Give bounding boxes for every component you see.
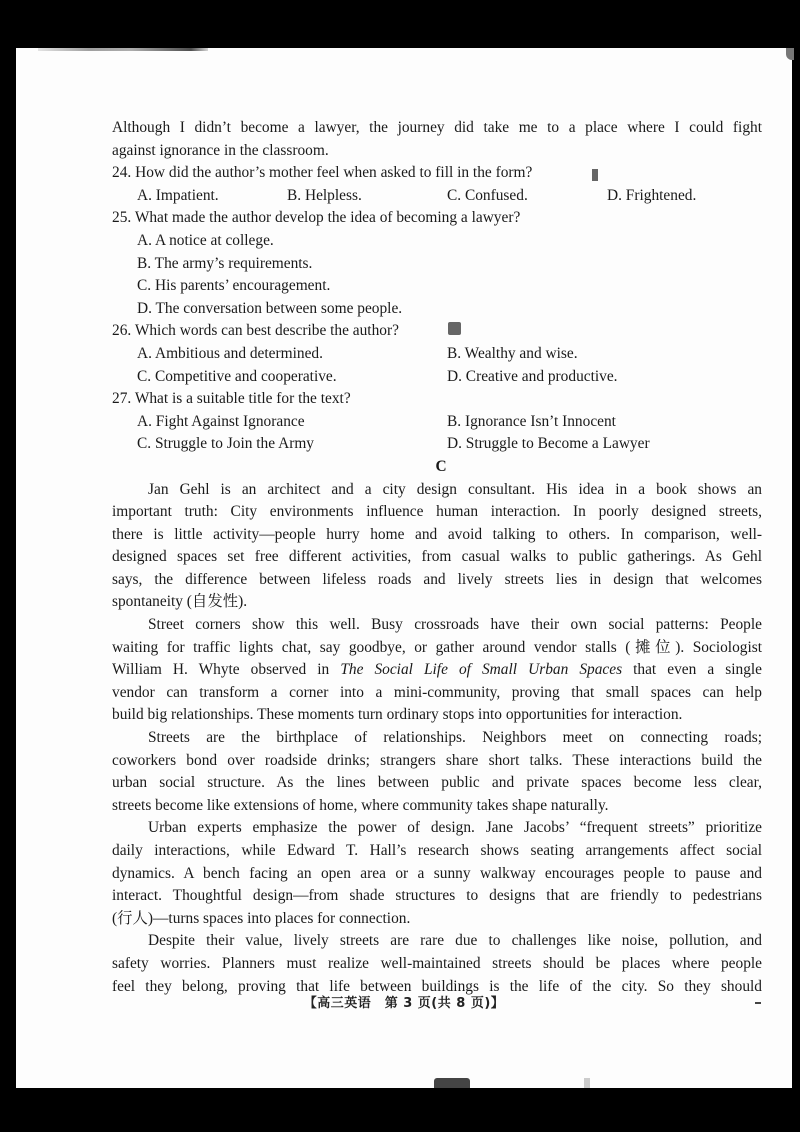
option-d: D. Frightened.: [607, 186, 697, 204]
paragraph-line: build big relationships. These moments turn ordinary stops into opportunities for interaction.: [112, 706, 683, 724]
pencil-mark: [592, 169, 598, 181]
paragraph-line: waiting for traffic lights chat, say goodbye, or gather around vendor stalls (摊位). Sociologist: [112, 638, 762, 656]
passage-line: against ignorance in the classroom.: [112, 141, 329, 159]
option-b: B. Ignorance Isn’t Innocent: [447, 412, 616, 430]
paragraph-line: Streets are the birthplace of relationships. Neighbors meet on connecting roads;: [148, 729, 762, 747]
paragraph-line: interact. Thoughtful design—from shade structures to designs that are friendly to pedestrians: [112, 887, 762, 905]
question-27-options: [112, 411, 762, 434]
option-a: A. Impatient.: [137, 186, 219, 204]
option-c: C. Confused.: [447, 186, 528, 204]
question-27-options: [112, 433, 762, 456]
question-27: [112, 388, 762, 411]
option-a: A. Fight Against Ignorance: [137, 412, 305, 430]
page-content: [112, 117, 762, 998]
paragraph-line: Despite their value, lively streets are rare due to challenges like noise, pollution, and: [148, 932, 762, 950]
option-d: D. The conversation between some people.: [137, 299, 403, 317]
page-footer: 【高三英语 第 3 页(共 8 页)】: [303, 996, 505, 1011]
paragraph-line: feel they belong, proving that life between buildings is the life of the city. So they should: [112, 977, 762, 995]
question-26-options: [112, 366, 762, 389]
text-segment: William H. Whyte observed in: [112, 661, 341, 679]
question-24: [112, 162, 762, 185]
question-number: 27.: [112, 390, 132, 408]
book-title: The Social Life of Small Urban Spaces: [340, 661, 623, 679]
paragraph-line: designed spaces set free different activities, from casual walks to public gatherings. As Gehl: [112, 548, 762, 566]
paragraph-line: says, the difference between lifeless roads and lively streets lies in design that welcomes: [112, 570, 762, 588]
question-number: 26.: [112, 322, 132, 340]
paragraph-line: Jan Gehl is an architect and a city design consultant. His idea in a book shows an: [148, 480, 762, 498]
option-d: D. Struggle to Become a Lawyer: [447, 435, 650, 453]
question-text: How did the author’s mother feel when asked to fill in the form?: [135, 164, 533, 182]
question-26-options: [112, 343, 762, 366]
scan-artifact: [755, 1002, 761, 1004]
question-text: Which words can best describe the author?: [134, 322, 399, 340]
scan-artifact: [434, 1078, 470, 1088]
paragraph-line: coworkers bond over roadside drinks; strangers share short talks. These interactions build the: [112, 751, 762, 769]
paragraph-line: [112, 659, 762, 682]
option-a: A. A notice at college.: [137, 231, 274, 249]
question-number: 24.: [112, 164, 132, 182]
question-number: 25.: [112, 209, 132, 227]
paragraph-line: important truth: City environments influence human interaction. In poorly designed streets,: [112, 503, 762, 521]
scan-artifact: [38, 48, 208, 51]
question-25: [112, 207, 762, 230]
paragraph-line: there is little activity—people hurry home and avoid talking to others. In comparison, well-: [112, 525, 762, 543]
option-c: C. Competitive and cooperative.: [137, 367, 337, 385]
exam-page: [16, 48, 792, 1088]
option-a: A. Ambitious and determined.: [137, 344, 323, 362]
paragraph-line: daily interactions, while Edward T. Hall’s research shows seating arrangements affect social: [112, 842, 762, 859]
question-24-options: [112, 185, 762, 208]
option-c: C. His parents’ encouragement.: [137, 277, 331, 295]
passage-line: Although I didn’t become a lawyer, the journey did take me to a place where I could fight: [112, 119, 762, 136]
paragraph-line: Street corners show this well. Busy crossroads have their own social patterns: People: [148, 616, 762, 634]
paragraph-line: (行人)—turns spaces into places for connection.: [112, 909, 411, 927]
option-b: B. Helpless.: [287, 186, 362, 204]
section-heading: C: [435, 457, 447, 475]
option-b: B. The army’s requirements.: [137, 254, 313, 272]
paragraph-line: spontaneity (自发性).: [112, 593, 248, 611]
paragraph-line: streets become like extensions of home, where community takes shape naturally.: [112, 796, 609, 814]
text-segment: that even a single: [622, 661, 762, 679]
option-b: B. Wealthy and wise.: [447, 344, 578, 362]
paragraph-line: dynamics. A bench facing an open area or a sunny walkway encourages people to pause and: [112, 864, 762, 882]
option-c: C. Struggle to Join the Army: [137, 435, 314, 453]
question-text: What is a suitable title for the text?: [134, 390, 351, 408]
pencil-mark: [448, 322, 461, 335]
paragraph-line: Urban experts emphasize the power of design. Jane Jacobs’ “frequent streets” prioritize: [148, 819, 762, 837]
paragraph-line: urban social structure. As the lines between public and private spaces become less clear,: [112, 774, 762, 792]
scan-artifact: [584, 1078, 590, 1088]
option-d: D. Creative and productive.: [447, 367, 618, 385]
paragraph-line: safety worries. Planners must realize well-maintained streets should be places where people: [112, 954, 762, 972]
question-26: [112, 320, 762, 343]
question-text: What made the author develop the idea of becoming a lawyer?: [134, 209, 521, 227]
paragraph-line: vendor can transform a corner into a mini-community, proving that small spaces can help: [112, 683, 762, 701]
scan-corner-artifact: [786, 48, 794, 60]
